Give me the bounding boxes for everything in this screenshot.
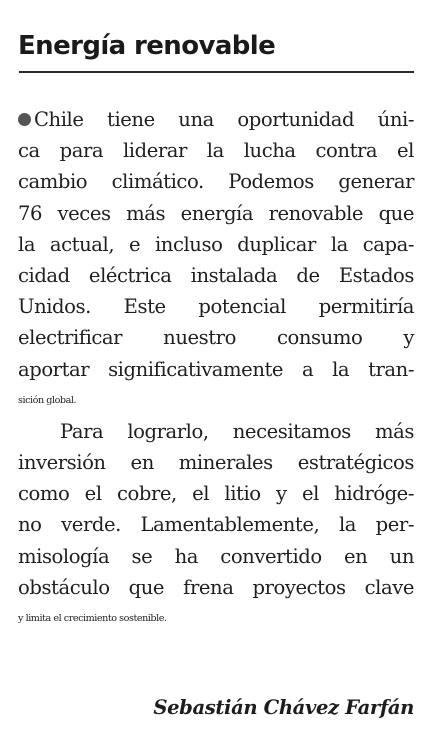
body-line: electrificar nuestro consumo y [18,326,414,350]
body-line: obstáculo que frena proyectos clave [18,575,414,599]
body-line: 76 veces más energía renovable que [18,201,414,225]
body-line: no verde. Lamentablemente, la per- [18,513,414,537]
body-line: sición global. [18,394,77,406]
paragraph-1 [18,104,416,416]
body-line: cidad eléctrica instalada de Estados [18,263,414,287]
body-line: ca para liderar la lucha contra el [18,139,414,163]
body-line: inversión en minerales estratégicos [18,451,414,475]
body-line: y limita el crecimiento sostenible. [18,613,167,624]
body-line: Para lograrlo, necesitamos más [60,419,414,443]
author-signature: Sebastián Chávez Farfán [153,696,414,719]
body-line: la actual, e incluso duplicar la capa- [18,232,414,256]
article-body [18,104,416,634]
paragraph-2 [18,416,416,634]
bullet-icon [18,113,31,126]
body-line: misología se ha convertido en un [18,544,414,568]
body-line: como el cobre, el litio y el hidróge- [18,482,414,506]
body-line [18,104,414,135]
article-title: Energía renovable [18,31,276,61]
body-line: cambio climático. Podemos generar [18,170,414,194]
title-rule [19,71,414,73]
body-line-text: Chile tiene una oportunidad úni- [34,108,414,131]
body-line: Unidos. Este potencial permitiría [18,295,414,319]
body-line: aportar significativamente a la tran- [18,357,414,381]
